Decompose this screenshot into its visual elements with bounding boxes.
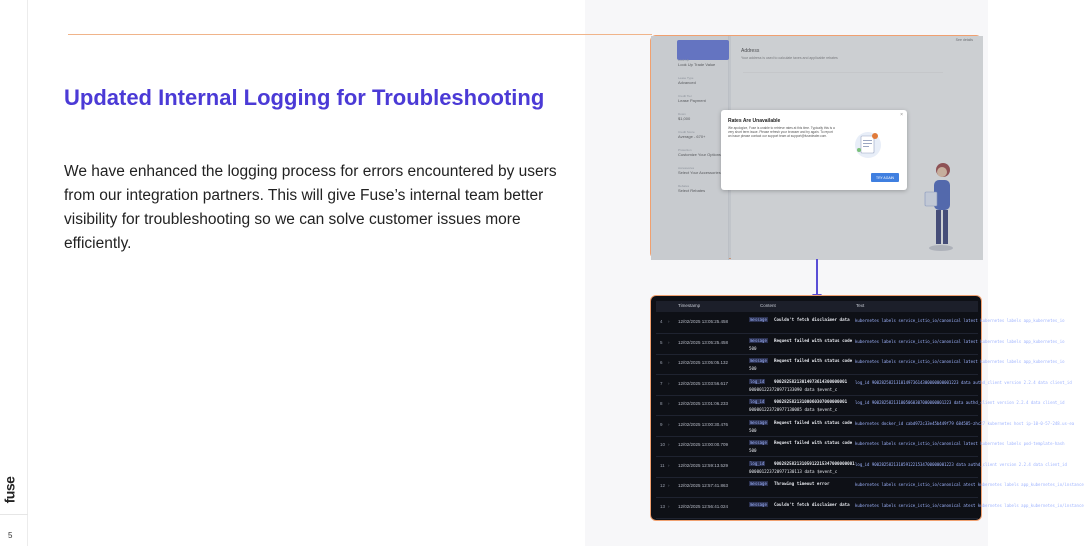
screenshot-rates-modal	[650, 35, 982, 259]
log-row-index: 11	[660, 462, 665, 468]
log-row-index: 5	[660, 339, 663, 345]
slide-body: We have enhanced the logging process for errors encountered by users from our integration partners. This will give Fuse’s internal team better visibility for troubleshooting so we can solve customer issues more efficiently.	[64, 163, 557, 252]
log-row	[656, 478, 1084, 498]
slide-title: Updated Internal Logging for Troubleshooting	[64, 85, 545, 110]
log-row-index: 7	[660, 380, 663, 386]
log-row-timestamp: 12/02/2025 12:56:41.024	[678, 503, 729, 509]
modal-title: Rates Are Unavailable	[728, 118, 781, 124]
log-row-text: kubernetes labels service_istio_io/canonical atest kubernetes labels app_kubernetes_io/instance	[855, 482, 1084, 487]
log-row-timestamp: 12/02/2025 13:05:05.132	[678, 360, 729, 365]
s1-subheading: Your address is used to calculate taxes and applicable rebates	[741, 56, 838, 60]
fuse-logo	[2, 474, 26, 504]
log-row-text: log_id 900282582131005060307000000001223 data authd_client version 2.2.4 data client_id	[855, 400, 1065, 405]
log-row-tag: log_id	[750, 378, 765, 384]
log-row-timestamp: 12/02/2025 12:59:13.529	[678, 462, 729, 468]
log-row-index: 6	[660, 360, 663, 365]
log-row	[656, 376, 1072, 396]
s1-side-item: Down $1,000	[678, 112, 691, 121]
s1-side-item: Lease Type Advanced	[678, 76, 696, 85]
log-row-text: kubernetes labels service_istio_io/canonical latest kubernetes labels app_kubernetes_io	[855, 318, 1065, 323]
log-row-text: log_id 9002825821310591221534700000001223 data authd_client version 2.2.4 data client_id	[855, 461, 1067, 467]
log-row-text: kubernetes labels service_istio_io/canonical latest kubernetes labels pod-template-hash	[855, 441, 1065, 446]
log-row-content-extra: 000001223720977133090 data $event_c	[749, 386, 838, 392]
log-row-content: Request failed with status code	[774, 358, 853, 363]
log-row-content-extra: 000001223720977130085 data $event_c	[749, 407, 838, 412]
screenshot-log-table	[650, 295, 1084, 521]
log-row	[656, 314, 1065, 334]
log-row-timestamp: 12/02/2025 13:05:25.458	[678, 339, 729, 345]
rates-unavailable-modal	[721, 110, 907, 190]
log-row-index: 13	[660, 503, 666, 509]
log-row-content-extra: 000001223720977130113 data $event_c	[749, 468, 838, 474]
log-row-content: Couldn't fetch disclaimer data	[774, 317, 850, 322]
chevron-right-icon: ›	[668, 380, 670, 386]
page-number: 5	[8, 531, 13, 540]
log-row-text: kubernetes labels service_istio_io/canonical atest kubernetes labels app_kubernetes_io/instance	[855, 502, 1084, 508]
log-row-content-extra: 500	[749, 345, 757, 351]
log-row-tag: message	[750, 337, 767, 343]
log-row-tag: log_id	[750, 460, 765, 466]
chevron-right-icon: ›	[668, 462, 670, 468]
log-row-timestamp: 12/02/2025 12:57:41.863	[678, 483, 729, 488]
log-row-content: 90028258213105912215347000000001	[774, 460, 855, 466]
log-row-content: Request failed with status code	[774, 337, 853, 343]
s1-see-details-link: See details	[955, 38, 973, 42]
log-row-content: 90028258213100060307000000001	[774, 399, 848, 404]
log-row-text: log_id 900282582131014973614300000000001223 data authd_client version 2.2.4 data client_id	[855, 379, 1072, 385]
log-row-tag: message	[750, 440, 767, 445]
log-row-timestamp: 12/02/2025 13:01:06.233	[678, 401, 729, 406]
log-row-timestamp: 12/02/2025 13:03:56.617	[678, 380, 729, 386]
log-row-content: Couldn't fetch disclaimer data	[774, 501, 850, 507]
log-row-tag: message	[750, 501, 767, 507]
log-row-content-extra: 500	[749, 427, 757, 433]
log-row-timestamp: 12/02/2025 13:05:25.458	[678, 319, 729, 324]
log-row	[656, 499, 1084, 519]
log-row-content-extra: 500	[749, 366, 757, 371]
log-row-text: kubernetes labels service_istio_io/canonical latest kubernetes labels app_kubernetes_io	[855, 359, 1065, 364]
s1-side-item: Rebates Select Rebates	[678, 184, 706, 193]
connector-arrow-line	[816, 259, 818, 299]
chevron-right-icon: ›	[668, 483, 670, 488]
log-row-tag: message	[750, 317, 767, 322]
fuse-logo-text: fuse	[1, 476, 18, 504]
log-row-text: kubernetes labels service_istio_io/canonical latest kubernetes labels app_kubernetes_io	[855, 338, 1065, 344]
log-row-content: Request failed with status code	[774, 419, 853, 425]
modal-text: We apologize, Fuse is unable to retrieve rates at this time. Typically this is a very short term issue. Please refresh your browser and try again. To report an issue please contact our support team at support@fusedealer.com.	[728, 126, 835, 138]
log-row	[656, 396, 1065, 416]
s1-side-item: Accessories Select Your Accessories	[678, 166, 721, 175]
content-header: Content	[760, 303, 776, 308]
log-row	[656, 335, 1065, 355]
chevron-right-icon: ›	[668, 319, 670, 324]
top-accent-rule	[68, 34, 652, 35]
log-row	[656, 355, 1065, 375]
chevron-right-icon: ›	[668, 442, 670, 447]
chevron-right-icon: ›	[668, 339, 670, 345]
chevron-right-icon: ›	[668, 401, 670, 406]
log-row-index: 10	[660, 442, 666, 447]
log-row	[656, 417, 1075, 437]
text-header: Text	[856, 303, 865, 308]
s1-heading: Address	[741, 48, 760, 54]
log-row-content: 90028258213014973614300000001	[774, 378, 848, 384]
timestamp-header: Timestamp	[678, 303, 701, 308]
log-row-tag: message	[750, 419, 767, 425]
s1-side-item: Look Up Look Up Trade Value	[678, 58, 716, 67]
log-row	[656, 458, 1067, 478]
log-row-timestamp: 12/02/2025 13:00:00.709	[678, 442, 729, 447]
log-row-tag: message	[750, 481, 767, 486]
log-row-tag: log_id	[750, 399, 765, 404]
rail-divider	[0, 514, 28, 515]
log-row-index: 12	[660, 483, 666, 488]
log-table-header	[656, 301, 978, 312]
log-row-index: 8	[660, 401, 663, 406]
document-warning-icon	[853, 128, 883, 160]
s1-side-item: Protection Customize Your Options	[678, 148, 721, 157]
log-row-content: Request failed with status code	[774, 440, 853, 445]
try-again-button: TRY AGAIN	[871, 173, 899, 182]
log-row-content-extra: 500	[749, 448, 757, 453]
s1-side-item: Credit Score Average - 670+	[678, 130, 706, 139]
log-row-index: 9	[660, 421, 663, 427]
log-row-index: 4	[660, 319, 663, 324]
chevron-right-icon: ›	[668, 503, 670, 509]
log-row-text: kubernetes docker_id cabd972c33e45b449f79 684585-zhc27 kubernetes host ip-10-0-57-248.us-ea	[855, 420, 1075, 426]
log-row-timestamp: 12/02/2025 13:00:30.476	[678, 421, 729, 427]
chevron-right-icon: ›	[668, 360, 670, 365]
log-row	[656, 437, 1065, 457]
s1-side-item: Credit Tier Lease Payment	[678, 94, 706, 103]
left-rail	[0, 0, 28, 546]
log-row-tag: message	[750, 358, 767, 363]
close-icon: ×	[900, 112, 903, 118]
log-row-content: Throwing timeout error	[774, 481, 830, 486]
chevron-right-icon: ›	[668, 421, 670, 427]
